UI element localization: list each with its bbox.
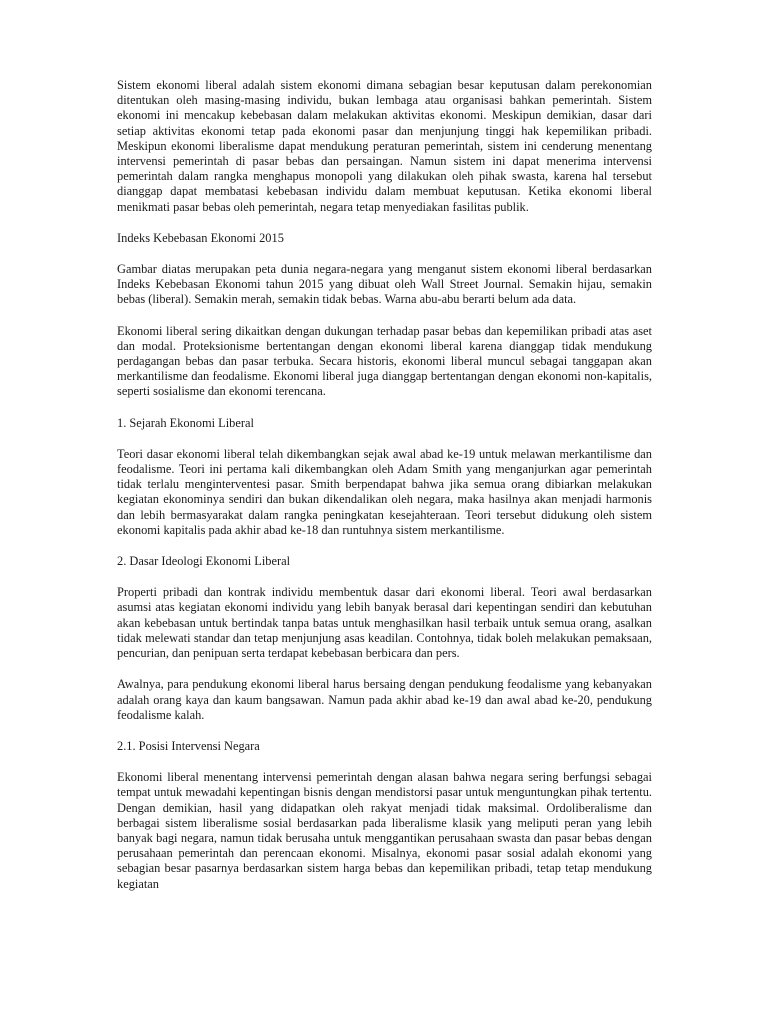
document-page xyxy=(117,78,652,908)
paragraph-dasar-ideologi: Properti pribadi dan kontrak individu membentuk dasar dari ekonomi liberal. Teori awal berdasarkan asumsi atas kegiatan ekonomi individu yang lebih banyak berasal dari kepentingan sendiri dan kebutuhan akan kebebasan untuk bertindak tanpa batas untuk menghasilkan hasil terbaik untuk semua orang, asalkan tidak melewati standar dan tetap menjunjung asas keadilan. Contohnya, tidak boleh melakukan pemaksaan, pencurian, dan penipuan serta terdapat kebebasan berbicara dan pers. xyxy=(117,585,652,661)
heading-indeks-kebebasan: Indeks Kebebasan Ekonomi 2015 xyxy=(117,230,284,245)
paragraph-intro: Sistem ekonomi liberal adalah sistem ekonomi dimana sebagian besar keputusan dalam perekonomian ditentukan oleh masing-masing individu, bukan lembaga atau organisasi bahkan pemerintah. Sistem ekonomi ini mencakup kebebasan dalam melakukan aktivitas ekonomi. Meskipun demikian, dasar dari setiap aktivitas ekonomi tetap pada ekonomi pasar dan menjunjung tinggi hak kepemilikan pribadi. Meskipun ekonomi liberalisme dapat mendukung peraturan pemerintah, sistem ini cenderung menentang intervensi pemerintah di pasar bebas dan persaingan. Namun sistem ini dapat menerima intervensi pemerintah dalam rangka menghapus monopoli yang dilakukan oleh pihak swasta, karena hal tersebut dianggap dapat membatasi kebebasan individu dalam membuat keputusan. Ketika ekonomi liberal menikmati pasar bebas oleh pemerintah, negara tetap menyediakan fasilitas publik. xyxy=(117,78,652,214)
paragraph-free-market: Ekonomi liberal sering dikaitkan dengan dukungan terhadap pasar bebas dan kepemilikan pribadi atas aset dan modal. Proteksionisme bertentangan dengan ekonomi liberal karena dianggap tidak mendukung perdagangan bebas dan pasar terbuka. Secara historis, ekonomi liberal muncul sebagai tanggapan akan merkantilisme dan feodalisme. Ekonomi liberal juga dianggap bertentangan dengan ekonomi non-kapitalis, seperti sosialisme dan ekonomi terencana. xyxy=(117,323,652,399)
paragraph-feodalisme: Awalnya, para pendukung ekonomi liberal harus bersaing dengan pendukung feodalisme yang kebanyakan adalah orang kaya dan kaum bangsawan. Namun pada akhir abad ke-19 dan awal abad ke-20, pendukung feodalisme kalah. xyxy=(117,677,652,722)
heading-dasar-ideologi: 2. Dasar Ideologi Ekonomi Liberal xyxy=(117,554,291,569)
paragraph-posisi-intervensi: Ekonomi liberal menentang intervensi pemerintah dengan alasan bahwa negara sering berfungsi sebagai tempat untuk mewadahi kepentingan bisnis dengan mendistorsi pasar untuk menguntungkan pihak tertentu. Dengan demikian, hasil yang didapatkan oleh rakyat menjadi tidak maksimal. Ordoliberalisme dan berbagai sistem liberalisme sosial berdasarkan pada liberalisme klasik yang meliputi peran yang lebih banyak bagi negara, namun tidak berusaha untuk menggantikan perusahaan swasta dan pasar bebas dengan perusahaan pemerintah dan perencaan ekonomi. Misalnya, ekonomi pasar sosial adalah ekonomi yang sebagian besar pasarnya berdasarkan sistem harga bebas dan kepemilikan pribadi, tetap tetap mendukung kegiatan xyxy=(117,770,652,891)
paragraph-map-description: Gambar diatas merupakan peta dunia negara-negara yang menganut sistem ekonomi liberal berdasarkan Indeks Kebebasan Ekonomi tahun 2015 yang dibuat oleh Wall Street Journal. Semakin hijau, semakin bebas (liberal). Semakin merah, semakin tidak bebas. Warna abu-abu berarti belum ada data. xyxy=(117,262,652,307)
heading-posisi-intervensi: 2.1. Posisi Intervensi Negara xyxy=(117,738,260,753)
heading-sejarah: 1. Sejarah Ekonomi Liberal xyxy=(117,415,254,430)
paragraph-sejarah: Teori dasar ekonomi liberal telah dikembangkan sejak awal abad ke-19 untuk melawan merkantilisme dan feodalisme. Teori ini pertama kali dikembangkan oleh Adam Smith yang menganjurkan agar pemerintah tidak terlalu menginterventesi pasar. Smith berpendapat bahwa jika semua orang dibiarkan melakukan kegiatan ekonominya sendiri dan bukan dikendalikan oleh negara, maka hasilnya akan menjadi harmonis dan lebih bermasyarakat dalam rangka peningkatan kesejahteraan. Teori tersebut didukung oleh sistem ekonomi kapitalis pada akhir abad ke-18 dan runtuhnya sistem merkantilisme. xyxy=(117,446,652,537)
